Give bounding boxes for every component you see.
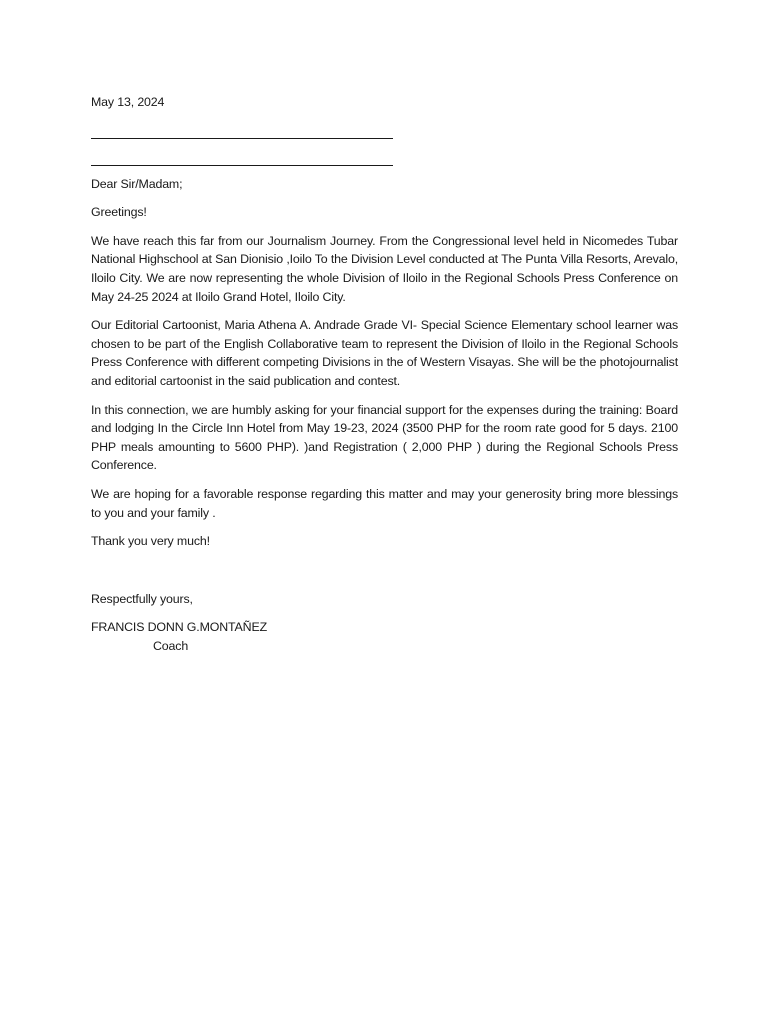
paragraph-hope: We are hoping for a favorable response regarding this matter and may your generosity bring more blessings to you and your family . — [91, 486, 678, 520]
letter-date: May 13, 2024 — [91, 95, 165, 109]
paragraph-cartoonist: Our Editorial Cartoonist, Maria Athena A. Andrade Grade VI- Special Science Elementary school learner was chosen to be part of the English Collaborative team to represent the Division of Iloilo in the Regional Schools Press Conference with different competing Divisions in the of Western Visayas. She will be the photojournalist and editorial cartoonist in the said publication and contest. — [91, 318, 678, 388]
recipient-blank-line-1 — [91, 121, 393, 139]
paragraph-journey: We have reach this far from our Journalism Journey. From the Congressional level held in Nicomedes Tubar National Highschool at San Dionisio ,Ioilo To the Division Level conducted at The Punta Villa Resorts, Arevalo, Iloilo City. We are now representing the whole Division of Iloilo in the Regional Schools Press Conference on May 24-25 2024 at Iloilo Grand Hotel, Iloilo City. — [91, 233, 678, 304]
signatory-name: FRANCIS DONN G.MONTAÑEZ — [91, 620, 267, 635]
spacer — [91, 561, 678, 590]
closing: Respectfully yours, — [91, 591, 193, 606]
recipient-blank-line-2 — [91, 148, 393, 166]
letter-body — [91, 93, 678, 655]
signatory-title: Coach — [153, 638, 189, 653]
greeting: Greetings! — [91, 205, 147, 220]
paragraph-request: In this connection, we are humbly asking for your financial support for the expenses during the training: Board and lodging In the Circle Inn Hotel from May 19-23, 2024 (3500 PHP for the room rate good for 5 days. 2100 PHP meals amounting to 5600 PHP). )and Registration ( 2,000 PHP ) during the Regional Schools Press Conference. — [91, 402, 678, 473]
thanks-line: Thank you very much! — [91, 534, 210, 549]
salutation: Dear Sir/Madam; — [91, 176, 183, 191]
